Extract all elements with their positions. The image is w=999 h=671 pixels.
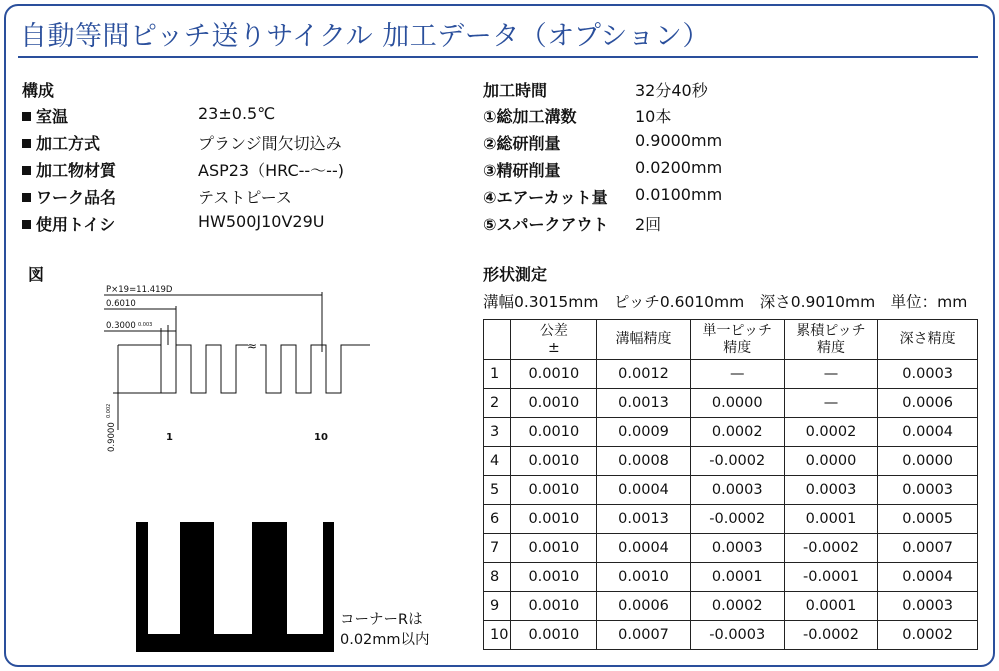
table-cell: -0.0003 xyxy=(690,621,784,650)
table-row xyxy=(484,389,978,418)
row-index-cell: 3 xyxy=(484,418,511,447)
table-cell: 0.0010 xyxy=(511,447,597,476)
table-cell: — xyxy=(690,360,784,389)
table-cell: 0.0006 xyxy=(597,592,691,621)
table-cell: 0.0013 xyxy=(597,505,691,534)
corner-radius-note xyxy=(340,610,430,650)
column-header: 深さ精度 xyxy=(878,320,978,360)
table-cell: -0.0002 xyxy=(690,447,784,476)
column-header: 溝幅精度 xyxy=(597,320,691,360)
row-index-cell: 2 xyxy=(484,389,511,418)
process-label: ①総加工溝数 xyxy=(483,107,577,126)
table-cell: 0.0010 xyxy=(511,621,597,650)
config-label: 室温 xyxy=(36,107,69,126)
table-cell: 0.0003 xyxy=(878,360,978,389)
measurement-table-header xyxy=(484,320,978,360)
table-cell: 0.0010 xyxy=(597,563,691,592)
row-index-cell: 8 xyxy=(484,563,511,592)
table-cell: 0.0001 xyxy=(690,563,784,592)
table-cell: -0.0001 xyxy=(784,563,878,592)
page-title: 自動等間ピッチ送りサイクル 加工データ（オプション） xyxy=(20,21,710,52)
table-row xyxy=(484,505,978,534)
column-header: 累積ピッチ 精度 xyxy=(784,320,878,360)
process-value: 2回 xyxy=(635,215,662,234)
table-row xyxy=(484,476,978,505)
table-row xyxy=(484,621,978,650)
groove-width-label: 0.3000 xyxy=(106,321,136,331)
table-cell: -0.0002 xyxy=(690,505,784,534)
row-index-cell: 6 xyxy=(484,505,511,534)
config-label: ワーク品名 xyxy=(36,188,117,207)
table-cell: 0.0004 xyxy=(878,418,978,447)
table-cell: 0.0003 xyxy=(690,476,784,505)
corner-note-line2: 0.02mm以内 xyxy=(340,632,430,648)
table-cell: — xyxy=(784,389,878,418)
table-cell: 0.0003 xyxy=(690,534,784,563)
first-groove-label: 1 xyxy=(166,432,173,443)
corner-note-line1: コーナーRは xyxy=(340,612,423,628)
table-cell: 0.0006 xyxy=(878,389,978,418)
config-label: 加工物材質 xyxy=(36,161,117,180)
table-cell: -0.0002 xyxy=(784,534,878,563)
process-label: 加工時間 xyxy=(483,81,548,100)
row-index-cell: 4 xyxy=(484,447,511,476)
measurement-summary: 溝幅0.3015mm ピッチ0.6010mm 深さ0.9010mm 単位：mm xyxy=(483,293,968,311)
table-cell: 0.0004 xyxy=(597,534,691,563)
table-row xyxy=(484,563,978,592)
table-cell: 0.0001 xyxy=(784,505,878,534)
table-cell: 0.0010 xyxy=(511,476,597,505)
table-cell: 0.0012 xyxy=(597,360,691,389)
config-heading: 構成 xyxy=(22,81,55,100)
table-cell: 0.0004 xyxy=(597,476,691,505)
process-value: 0.0100mm xyxy=(635,185,723,204)
table-cell: 0.0010 xyxy=(511,534,597,563)
table-cell: 0.0007 xyxy=(597,621,691,650)
config-value: テストピース xyxy=(198,188,292,207)
table-cell: 0.0000 xyxy=(878,447,978,476)
table-cell: 0.0003 xyxy=(878,592,978,621)
measurement-table-body xyxy=(484,360,978,650)
process-label: ④エアーカット量 xyxy=(483,188,608,207)
process-value: 0.9000mm xyxy=(635,131,723,150)
table-cell: 0.0009 xyxy=(597,418,691,447)
process-label: ③精研削量 xyxy=(483,161,561,180)
table-cell: 0.0005 xyxy=(878,505,978,534)
row-index-cell: 5 xyxy=(484,476,511,505)
table-cell: 0.0008 xyxy=(597,447,691,476)
groove-width-tolerance: 0.003 xyxy=(138,322,153,328)
table-cell: 0.0010 xyxy=(511,360,597,389)
table-row xyxy=(484,447,978,476)
table-row xyxy=(484,360,978,389)
pitch-total-label: P×19=11.419D xyxy=(106,285,173,295)
column-header xyxy=(484,320,511,360)
break-mark: ≈ xyxy=(247,339,258,353)
row-index-cell: 7 xyxy=(484,534,511,563)
config-value: HW500J10V29U xyxy=(198,212,325,231)
table-cell: 0.0003 xyxy=(878,476,978,505)
table-cell: 0.0003 xyxy=(784,476,878,505)
figure-heading: 図 xyxy=(28,265,45,284)
table-cell: 0.0000 xyxy=(690,389,784,418)
row-index-cell: 1 xyxy=(484,360,511,389)
process-label: ②総研削量 xyxy=(483,134,561,153)
table-row xyxy=(484,534,978,563)
table-cell: -0.0002 xyxy=(784,621,878,650)
table-cell: 0.0002 xyxy=(878,621,978,650)
table-row xyxy=(484,592,978,621)
table-cell: 0.0002 xyxy=(690,418,784,447)
table-cell: 0.0010 xyxy=(511,418,597,447)
groove-cross-section-image xyxy=(136,498,334,652)
column-header: 公差 ± xyxy=(511,320,597,360)
measurement-table xyxy=(483,319,978,650)
process-label: ⑤スパークアウト xyxy=(483,215,609,234)
table-cell: 0.0002 xyxy=(690,592,784,621)
groove-depth-label: 0.9000 xyxy=(107,422,117,452)
config-value: ASP23（HRC--〜--) xyxy=(198,161,344,180)
table-cell: 0.0002 xyxy=(784,418,878,447)
table-cell: 0.0010 xyxy=(511,389,597,418)
table-cell: 0.0010 xyxy=(511,505,597,534)
measurement-heading: 形状測定 xyxy=(483,265,548,284)
table-cell: 0.0007 xyxy=(878,534,978,563)
process-value: 0.0200mm xyxy=(635,158,723,177)
pitch-value-label: 0.6010 xyxy=(106,299,136,309)
row-index-cell: 10 xyxy=(484,621,511,650)
config-label: 加工方式 xyxy=(36,134,101,153)
process-value: 10本 xyxy=(635,107,672,126)
last-groove-label: 10 xyxy=(314,432,328,443)
table-cell: — xyxy=(784,360,878,389)
table-cell: 0.0000 xyxy=(784,447,878,476)
row-index-cell: 9 xyxy=(484,592,511,621)
table-cell: 0.0010 xyxy=(511,592,597,621)
config-label: 使用トイシ xyxy=(36,215,116,234)
process-value: 32分40秒 xyxy=(635,81,708,100)
table-cell: 0.0013 xyxy=(597,389,691,418)
table-cell: 0.0010 xyxy=(511,563,597,592)
table-cell: 0.0001 xyxy=(784,592,878,621)
groove-depth-tolerance: 0.002 xyxy=(106,403,112,418)
column-header: 単一ピッチ 精度 xyxy=(690,320,784,360)
table-row xyxy=(484,418,978,447)
config-value: 23±0.5℃ xyxy=(198,104,276,123)
table-cell: 0.0004 xyxy=(878,563,978,592)
config-value: プランジ間欠切込み xyxy=(198,134,342,153)
